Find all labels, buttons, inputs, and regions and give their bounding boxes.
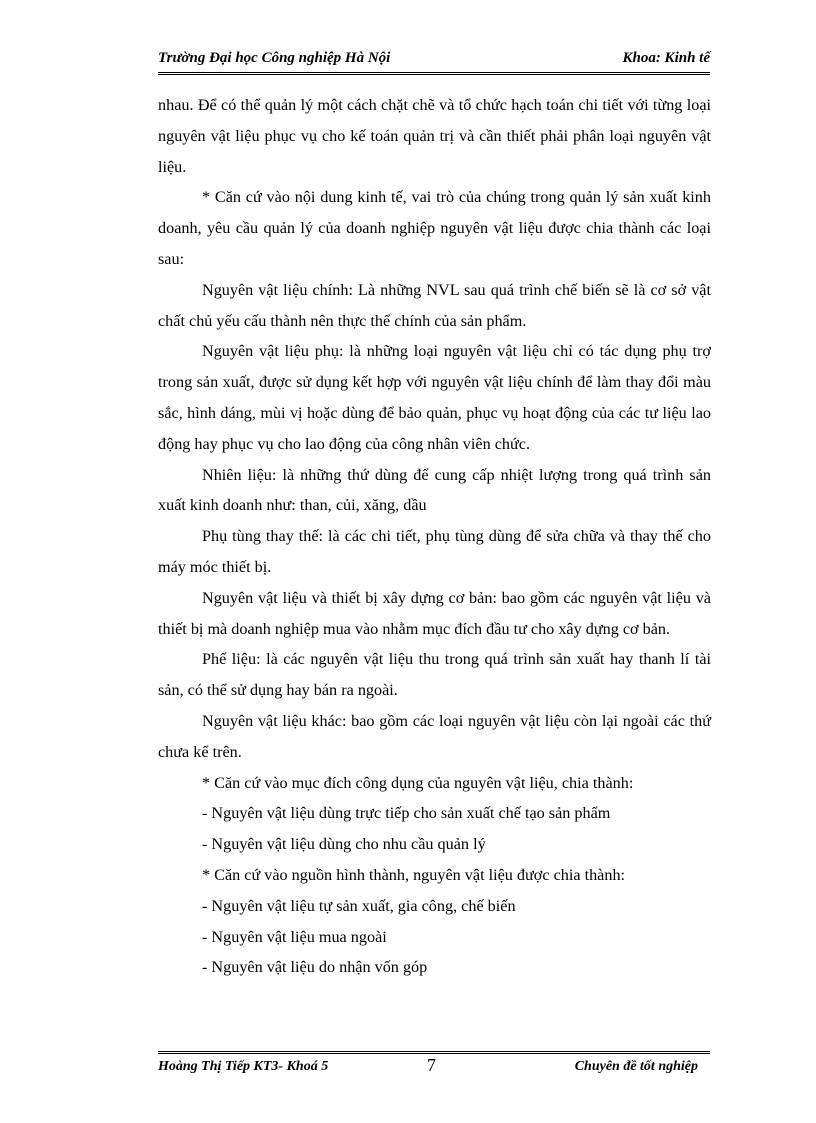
footer-author: Hoàng Thị Tiếp KT3- Khoá 5 xyxy=(158,1059,329,1074)
list-item: * Căn cứ vào nguồn hình thành, nguyên vật liệu được chia thành: xyxy=(202,865,626,884)
header-faculty: Khoa: Kinh tế xyxy=(622,50,710,66)
paragraph: Nguyên vật liệu khác: bao gồm các loại nguyên vật liệu còn lại ngoài các thứ chưa kể trên. xyxy=(158,711,711,761)
paragraph: nhau. Để có thể quản lý một cách chặt chẽ và tổ chức hạch toán chi tiết với từng loại nguyên vật liệu phục vụ cho kế toán quản trị và cần thiết phải phân loại nguyên vật liệu. xyxy=(158,96,711,176)
list-item: - Nguyên vật liệu do nhận vốn góp xyxy=(202,958,428,977)
paragraph: Phế liệu: là các nguyên vật liệu thu trong quá trình sản xuất hay thanh lí tài sản, có thể sử dụng hay bán ra ngoài. xyxy=(158,650,711,700)
page-header xyxy=(158,46,710,75)
paragraph: Nguyên vật liệu chính: Là những NVL sau quá trình chế biến sẽ là cơ sở vật chất chủ yếu cấu thành nên thực thể chính của sản phẩm. xyxy=(158,280,711,330)
page-footer xyxy=(158,1051,710,1080)
paragraph: Nhiên liệu: là những thứ dùng để cung cấp nhiệt lượng trong quá trình sản xuất kinh doanh như: than, củi, xăng, dầu xyxy=(158,465,711,515)
paragraph: Phụ tùng thay thế: là các chi tiết, phụ tùng dùng để sửa chữa và thay thế cho máy móc thiết bị. xyxy=(158,527,711,576)
list-item: * Căn cứ vào mục đích công dụng của nguyên vật liệu, chia thành: xyxy=(202,773,634,792)
footer-thesis-label: Chuyên đề tốt nghiệp xyxy=(574,1059,698,1074)
paragraph: Nguyên vật liệu và thiết bị xây dựng cơ bản: bao gồm các nguyên vật liệu và thiết bị mà doanh nghiệp mua vào nhằm mục đích đầu tư cho xây dựng cơ bản. xyxy=(158,588,711,638)
header-school-name: Trường Đại học Công nghiệp Hà Nội xyxy=(158,50,391,66)
document-body xyxy=(158,90,711,983)
page-number: 7 xyxy=(427,1055,436,1075)
list-item: - Nguyên vật liệu dùng cho nhu cầu quản lý xyxy=(202,835,486,854)
list-item: - Nguyên vật liệu mua ngoài xyxy=(202,927,387,946)
paragraph: Nguyên vật liệu phụ: là những loại nguyên vật liệu chỉ có tác dụng phụ trợ trong sản xuất, được sử dụng kết hợp với nguyên vật liệu chính để làm thay đổi màu sắc, hình dáng, mùi vị hoặc dùng để bảo quản, phục vụ hoạt động của các tư liệu lao động hay phục vụ cho lao động của công nhân viên chức. xyxy=(158,342,711,453)
list-item: - Nguyên vật liệu dùng trực tiếp cho sản xuất chế tạo sản phẩm xyxy=(202,804,611,823)
paragraph: * Căn cứ vào nội dung kinh tế, vai trò của chúng trong quản lý sản xuất kinh doanh, yêu cầu quản lý của doanh nghiệp nguyên vật liệu được chia thành các loại sau: xyxy=(158,188,711,268)
list-item: - Nguyên vật liệu tự sản xuất, gia công, chế biến xyxy=(202,896,516,915)
